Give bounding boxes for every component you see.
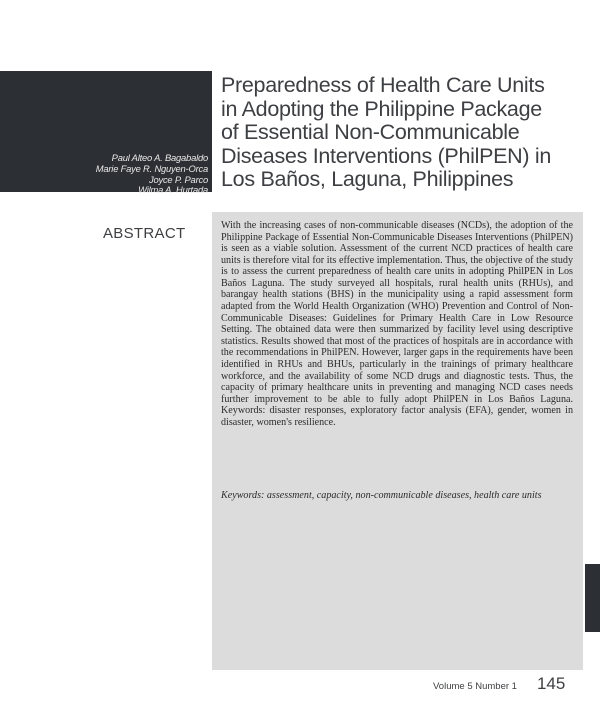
title-line: Preparedness of Health Care Units <box>221 73 545 97</box>
page-number: 145 <box>536 674 566 693</box>
side-tab <box>585 564 600 632</box>
title-line: in Adopting the Philippine Package <box>221 96 542 121</box>
author-name: Joyce P. Parco <box>148 173 208 185</box>
title-line: Diseases Interventions (PhilPEN) in <box>221 143 552 168</box>
author-block <box>0 71 212 196</box>
title-line: Los Baños, Laguna, Philippines <box>221 167 514 192</box>
volume-label: Volume 5 Number 1 <box>433 681 517 692</box>
abstract-heading: ABSTRACT <box>103 225 186 242</box>
abstract-text: With the increasing cases of non-communicable diseases (NCDs), the adoption of the Philippine Package of Essential Non-Communicable Diseases Interventions (PhilPEN) is seen as a viable solution. Assessment of the current NCD practices of health care units is therefore vital for its effective implementation. Thus, the objective of the study is to assess the current preparedness of health care units in adopting PhilPEN in Los Baños Laguna. The study surveyed all hospitals, rural health units (RHUs), and barangay health stations (BHS) in the municipality using a rapid assessment form adapted from the World Health Organization (WHO) Prevention and Control of Non-Communicable Diseases: Guidelines for Primary Health Care in Low Resource Setting. The obtained data were then summarized by facility level using descriptive statistics. Results showed that most of the practices of hospitals are in accordance with the recommendations in PhilPEN. However, larger gaps in the requirements have been identified in RHUs and BHUs, particularly in the trainings of primary healthcare workforce, and the availability of some NCD drugs and diagnostic tests. Thus, the capacity of primary healthcare units in preventing and managing NCD cases needs further improvement to be able to fully adopt PhilPEN in Los Baños Laguna. Keywords: disaster responses, exploratory factor analysis (EFA), gender, women in disaster, women's resilience. <box>221 220 573 428</box>
keywords: Keywords: assessment, capacity, non-communicable diseases, health care units <box>221 490 542 501</box>
title-line: of Essential Non-Communicable <box>221 120 520 145</box>
article-title <box>221 74 593 192</box>
author-name: Paul Alteo A. Bagabaldo <box>111 152 208 163</box>
author-name: Wilma A. Hurtada <box>138 184 208 196</box>
abstract-body <box>221 220 573 428</box>
author-name: Marie Faye R. Nguyen-Orca <box>95 162 208 174</box>
page-footer <box>433 674 565 694</box>
author-list <box>96 153 208 196</box>
